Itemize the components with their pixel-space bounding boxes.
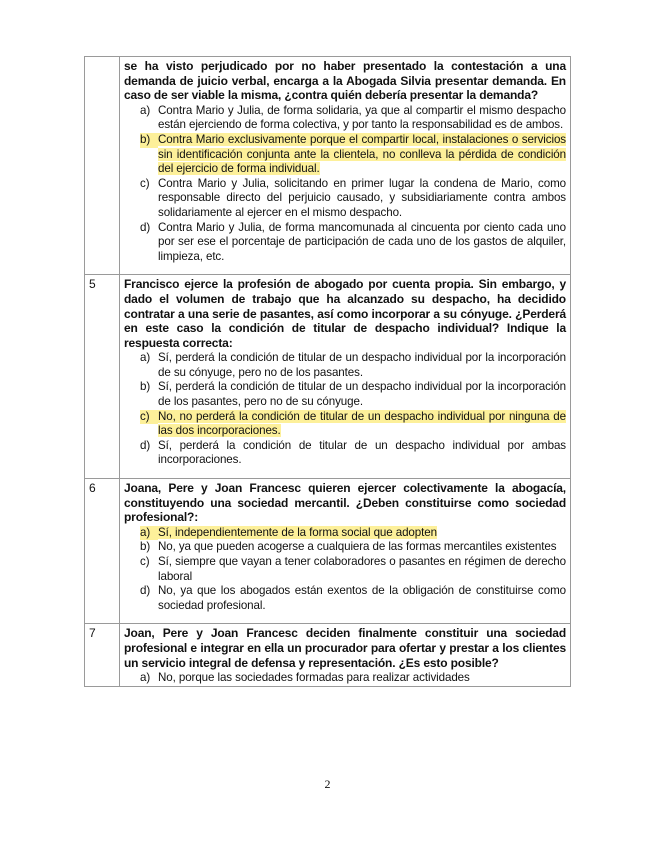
question-number: 6 — [85, 479, 120, 624]
answer-option-correct — [124, 410, 566, 439]
answer-option — [124, 351, 566, 380]
answer-text: Contra Mario y Julia, solicitando en primer lugar la condena de Mario, como responsable directo del perjuicio causado, y subsidiariamente contra ambos solidariamente al ejercer en el mismo despacho. — [158, 176, 566, 219]
answer-text: Sí, perderá la condición de titular de un despacho individual por ambas incorporaciones. — [158, 438, 566, 467]
answer-list — [124, 526, 566, 614]
answer-list — [124, 671, 566, 686]
question-text: Francisco ejerce la profesión de abogado por cuenta propia. Sin embargo, y dado el volumen de trabajo que ha alcanzado su despacho, ha decidido contratar a una serie de pasantes, así como incorporar a su cónyuge. ¿Perderá en este caso la condición de titular de despacho individual? Indique la respuesta correcta: — [124, 277, 566, 350]
answer-text: Sí, siempre que vayan a tener colaboradores o pasantes en régimen de derecho laboral — [158, 555, 566, 583]
answer-letter: d) — [140, 220, 151, 234]
answer-option — [124, 540, 566, 555]
answer-option — [124, 380, 566, 409]
question-cell — [120, 275, 571, 479]
answer-letter: d) — [140, 438, 151, 452]
question-cell — [120, 624, 571, 686]
answer-option — [124, 555, 566, 584]
answer-text: Contra Mario y Julia, de forma mancomunada al cincuenta por ciento cada uno por ser ese el porcentaje de participación de cada uno de los gastos de alquiler, limpieza, etc. — [158, 220, 566, 263]
answer-letter: a) — [140, 103, 151, 117]
question-row — [85, 479, 571, 624]
answer-text-highlighted: Contra Mario exclusivamente porque el compartir local, instalaciones o servicios sin identificación conjunta ante la clientela, no conlleva la pérdida de condición del ejercicio de forma individual. — [158, 132, 566, 176]
answer-option — [124, 104, 566, 133]
question-cell — [120, 479, 571, 624]
answer-list — [124, 351, 566, 468]
answer-letter: b) — [140, 133, 158, 148]
answer-letter: c) — [140, 410, 158, 425]
question-cell — [120, 57, 571, 275]
answer-letter: d) — [140, 584, 151, 598]
question-text: Joana, Pere y Joan Francesc quieren ejercer colectivamente la abogacía, constituyendo una sociedad mercantil. ¿Deben constituirse como sociedad profesional?: — [124, 481, 566, 525]
answer-option — [124, 671, 566, 686]
page-number: 2 — [324, 777, 331, 791]
answer-letter: a) — [140, 351, 151, 365]
answer-text: Contra Mario y Julia, de forma solidaria, ya que al compartir el mismo despacho están ejerciendo de forma colectiva, y por tanto la responsabilidad es de ambos. — [158, 103, 566, 132]
answer-option-correct — [124, 133, 566, 177]
answer-option-correct — [124, 526, 566, 541]
question-text: se ha visto perjudicado por no haber presentado la contestación a una demanda de juicio verbal, encarga a la Abogada Silvia presentar demanda. En caso de ser viable la misma, ¿contra quién debería presentar la demanda? — [124, 59, 566, 103]
answer-option — [124, 177, 566, 221]
question-number: 5 — [85, 275, 120, 479]
answer-text: No, porque las sociedades formadas para realizar actividades — [158, 671, 470, 685]
answer-option — [124, 221, 566, 265]
answer-option — [124, 584, 566, 613]
answer-letter: b) — [140, 380, 151, 394]
answer-text-highlighted: Sí, independientemente de la forma social que adopten — [158, 525, 437, 539]
answer-letter: a) — [140, 671, 151, 685]
question-text: Joan, Pere y Joan Francesc deciden finalmente constituir una sociedad profesional e integrar en ella un procurador para ofertar y prestar a los clientes un servicio integral de defensa y representación. ¿Es esto posible? — [124, 626, 566, 670]
answer-text: Sí, perderá la condición de titular de un despacho individual por la incorporación de los pasantes, pero no de su cónyuge. — [158, 380, 566, 409]
answer-text: No, ya que pueden acogerse a cualquiera de las formas mercantiles existentes — [158, 540, 557, 554]
answer-letter: a) — [140, 526, 158, 541]
answer-text-highlighted: No, no perderá la condición de titular de un despacho individual por ninguna de las dos incorporaciones. — [158, 409, 566, 438]
question-row — [85, 624, 571, 686]
question-number: 7 — [85, 624, 120, 686]
answer-letter: c) — [140, 555, 150, 568]
question-table — [84, 56, 571, 687]
question-row — [85, 275, 571, 479]
answer-option — [124, 439, 566, 468]
question-row — [85, 57, 571, 275]
question-number — [85, 57, 120, 275]
answer-letter: b) — [140, 540, 151, 554]
answer-list — [124, 104, 566, 265]
answer-letter: c) — [140, 176, 150, 190]
answer-text: Sí, perderá la condición de titular de un despacho individual por la incorporación de su cónyuge, pero no de los pasantes. — [158, 351, 566, 379]
answer-text: No, ya que los abogados están exentos de la obligación de constituirse como sociedad profesional. — [158, 584, 566, 612]
